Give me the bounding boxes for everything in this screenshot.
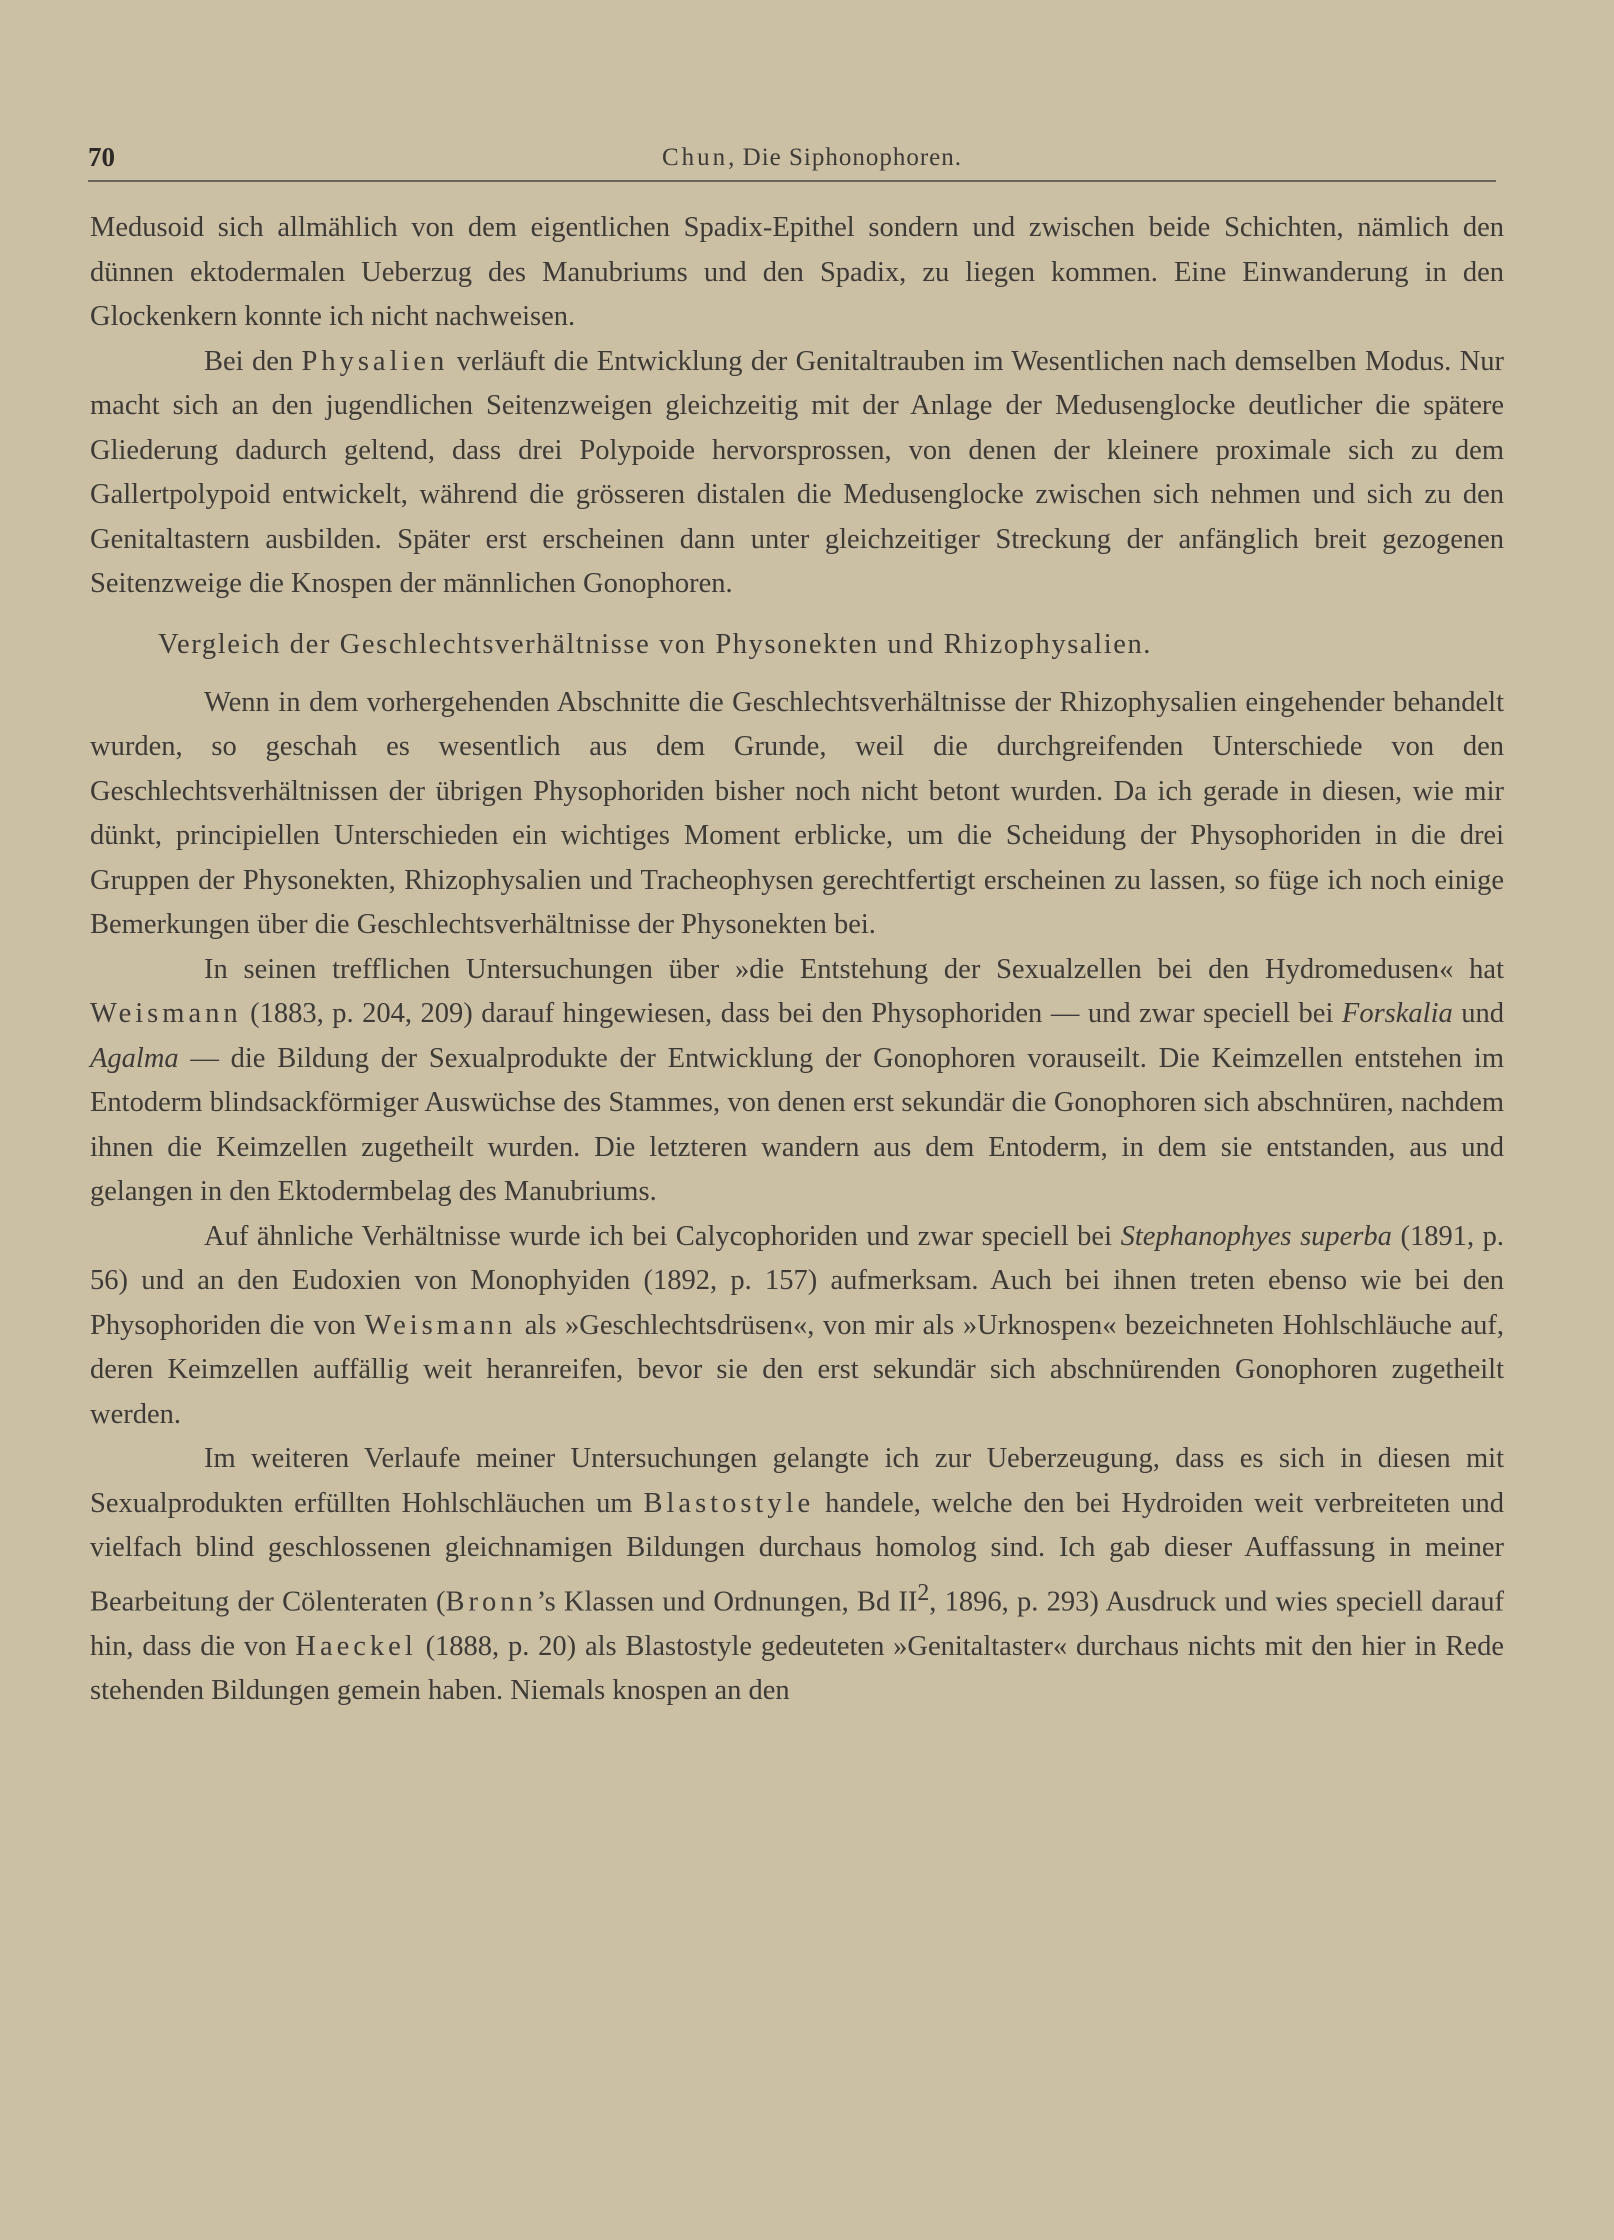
body-text (90, 206, 1504, 1714)
spaced-name: Weismann (364, 1309, 517, 1341)
genus-name: Agalma (90, 1042, 179, 1074)
running-header (88, 142, 1496, 182)
paragraph-text: , 1896, p. 293) Ausdruck und wies speciell darauf hin, dass die von (90, 1586, 1504, 1662)
spaced-name: Haeckel (295, 1630, 417, 1662)
paragraph-text: Auf ähnliche Verhältnisse wurde ich bei Calycophoriden und zwar speciell bei (204, 1220, 1121, 1252)
paragraph-text: handele, welche den bei Hydroiden weit verbreiteten und vielfach blind geschlossenen gleichnamigen Bildungen durchaus homolog sind. Ich gab dieser Auffassung in meiner Bearbeitung der Cölenteraten ( (90, 1487, 1504, 1617)
paragraph-text: verläuft die Entwicklung der Genitaltrauben im Wesentlichen nach demselben Modus. Nur macht sich an den jugendlichen Seitenzweigen gleichzeitig mit der Anlage der Medusenglocke deutlicher die spätere Gliederung dadurch geltend, dass drei Polypoide hervorsprossen, von denen der kleinere proximale sich zu dem Gallertpolypoid entwickelt, während die grösseren distalen die Medusenglocke zwischen sich nehmen und sich zu den Genitaltastern ausbilden. Später erst erscheinen dann unter gleichzeitiger Streckung der anfänglich breit gezogenen Seitenzweige die Knospen der männlichen Gonophoren. (90, 345, 1504, 599)
paragraph-text: (1883, p. 204, 209) darauf hingewiesen, dass bei den Physophoriden — und zwar speciell bei (241, 998, 1342, 1029)
paragraph-text: und (1452, 998, 1505, 1029)
spaced-name: Blastostyle (643, 1487, 815, 1519)
paragraph-text: — die Bildung der Sexualprodukte der Entwicklung der Gonophoren vorauseilt. Die Keimzellen entstehen im Entoderm blindsackförmiger Auswüchse des Stammes, von denen erst sekundär die Gonophoren sich abschnüren, nachdem ihnen die Keimzellen zugetheilt wurden. Die letzteren wandern aus dem Entoderm, in dem sie entstanden, aus und gelangen in den Ektodermbelag des Manubriums. (90, 1042, 1504, 1207)
genus-name: Forskalia (1341, 998, 1453, 1029)
paragraph (90, 340, 1504, 607)
running-title-text: Die Siphonophoren. (742, 144, 963, 171)
paragraph-text: In seinen trefflichen Untersuchungen über »die Entstehung der Sexualzellen bei den Hydromedusen« hat (204, 953, 1504, 985)
paragraph-text: Medusoid sich allmählich von dem eigentlichen Spadix-Epithel sondern und zwischen beide Schichten, nämlich den dünnen ektodermalen Ueberzug des Manubriums und den Spadix, zu liegen kommen. Eine Einwanderung in den Glockenkern konnte ich nicht nachweisen. (90, 212, 1504, 332)
species-name: Stephanophyes superba (1120, 1220, 1392, 1252)
spaced-name: Bronn (445, 1586, 537, 1617)
paragraph-text: (1891, p. 56) und an den Eudoxien von Monophyiden (1892, p. 157) aufmerksam. Auch bei ihnen treten ebenso wie bei den Physophoriden die von (90, 1220, 1504, 1341)
paragraph (90, 206, 1504, 340)
paragraph-text: ’s Klassen und Ordnungen, Bd II (536, 1586, 918, 1617)
paragraph-text: Wenn in dem vorhergehenden Abschnitte die Geschlechtsverhältnisse der Rhizophysalien eingehender behandelt wurden, so geschah es wesentlich aus dem Grunde, weil die durchgreifenden Unterschiede von den Geschlechtsverhältnissen der übrigen Physophoriden bisher noch nicht betont wurden. Da ich gerade in diesen, wie mir dünkt, principiellen Unterschieden ein wichtiges Moment erblicke, um die Scheidung der Physophoriden in die drei Gruppen der Physonekten, Rhizophysalien und Tracheophysen gerechtfertigt erscheinen zu lassen, so füge ich noch einige Bemerkungen über die Geschlechtsverhältnisse der Physonekten bei. (90, 686, 1504, 940)
paragraph (90, 681, 1504, 948)
paragraph-text: (1888, p. 20) als Blastostyle gedeuteten »Genitaltaster« durchaus nichts mit den hier in Rede stehenden Bildungen gemein haben. Niemals knospen an den (90, 1630, 1504, 1706)
page-number: 70 (88, 142, 115, 172)
running-title-separator: , (728, 144, 743, 171)
paragraph-text: Im weiteren Verlaufe meiner Untersuchungen gelangte ich zur Ueberzeugung, dass es sich in diesen mit Sexualprodukten erfüllten Hohlschläuchen um (90, 1443, 1504, 1519)
running-title-author: Chun (661, 144, 729, 171)
section-heading: Vergleich der Geschlechtsverhältnisse von Physonekten und Rhizophysalien. (158, 628, 1153, 660)
running-title (88, 144, 1496, 172)
paragraph (90, 1215, 1504, 1438)
superscript: 2 (917, 1579, 930, 1606)
paragraph (90, 1437, 1504, 1714)
paragraph (90, 948, 1504, 1215)
spaced-name: Physalien (301, 345, 449, 377)
paragraph-text: als »Geschlechtsdrüsen«, von mir als »Urknospen« bezeichneten Hohlschläuche auf, deren Keimzellen auffällig weit heranreifen, bevor sie den erst sekundär sich abschnürenden Gonophoren zugetheilt werden. (90, 1309, 1504, 1430)
spaced-name: Weismann (90, 998, 242, 1029)
paragraph-text: Bei den (204, 345, 302, 377)
